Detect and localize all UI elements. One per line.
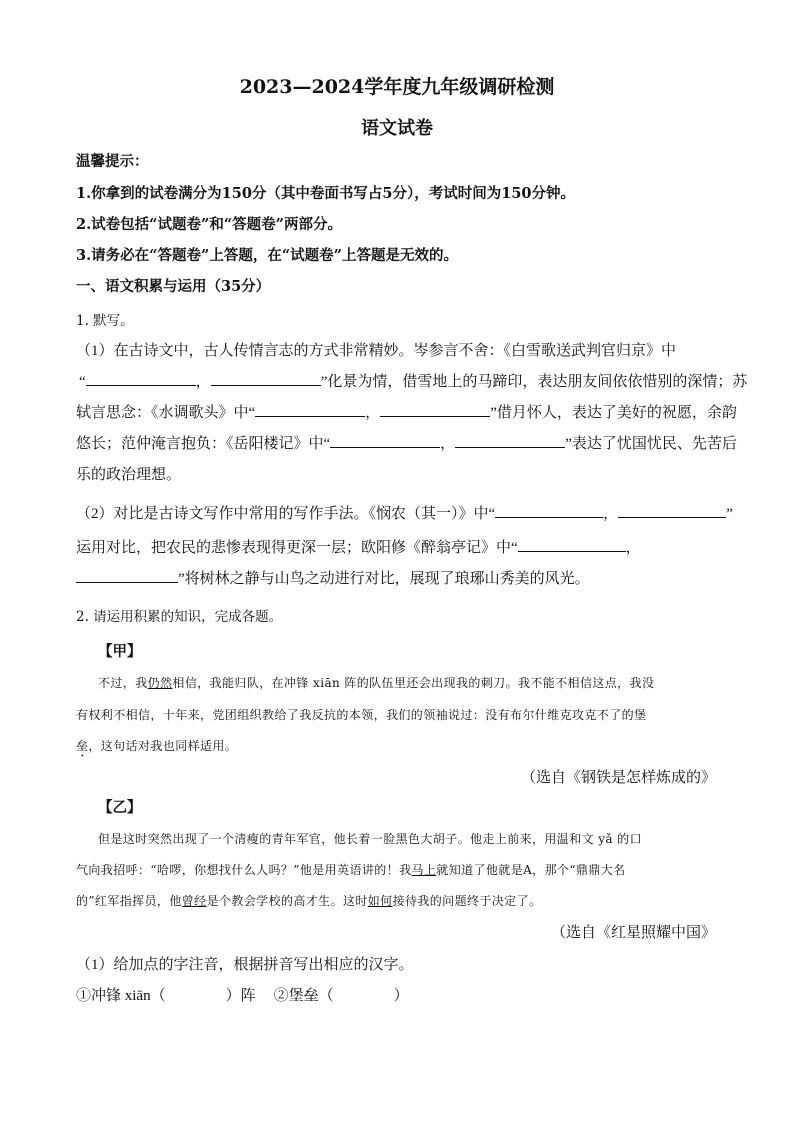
passage-jia-label: 【甲】 [98, 643, 142, 660]
question-2-stem: 2. 请运用积累的知识，完成各题。 [76, 609, 283, 625]
notice-item-3: 3.请务必在“答题卷”上答题，在“试题卷”上答题是无效的。 [76, 247, 458, 264]
q1-part1-line1: （1）在古诗文中，古人传情言志的方式非常精妙。岑参言不舍：《白雪歌送武判官归京》中 [76, 343, 677, 359]
q1-part1-line3: 轼言思念：《水调歌头》中“ ， ”借月怀人，表达了美好的祝愿，余韵 [76, 401, 737, 422]
q1-part1-line2: “ ， ”化景为情，借雪地上的马蹄印，表达朋友间依依惜别的深情；苏 [79, 370, 747, 391]
exam-title: 2023—2024学年度九年级调研检测 [239, 76, 555, 98]
q1-part1-line5: 乐的政治理想。 [76, 467, 182, 483]
passage-jia-line1: 不过，我仍然相信，我能归队，在冲锋 xiān 阵的队伍里还会出现我的刺刀。我不能不相信这点，我没 [98, 676, 655, 690]
q1-part2-line1: （2）对比是古诗文写作中常用的写作手法。《悯农（其一）》中“ ， ” [76, 502, 733, 523]
passage-yi-line2: 气向我招呼：“哈啰，你想找什么人吗？”他是用英语讲的！我马上就知道了他就是A，那个“鼎鼎大名 [76, 863, 626, 877]
notice-item-2: 2.试卷包括“试题卷”和“答题卷”两部分。 [76, 216, 342, 233]
answer-blank[interactable] [495, 503, 603, 518]
notice-heading: 温馨提示： [76, 153, 149, 170]
q2-sub1-answers: ①冲锋 xiān（ ）阵 ②堡垒（ ） [76, 988, 409, 1004]
q2-sub1-stem: （1）给加点的字注音，根据拼音写出相应的汉字。 [76, 957, 414, 973]
answer-blank[interactable] [455, 433, 565, 448]
passage-yi-line1: 但是这时突然出现了一个清瘦的青年军官，他长着一脸黑色大胡子。他走上前来，用温和文 yǎ 的口 [98, 832, 642, 846]
passage-jia-line2: 有权利不相信，十年来，党团组织教给了我反抗的本领，我们的领袖说过：没有布尔什维克攻克不了的堡 [76, 708, 647, 722]
notice-item-1: 1.你拿到的试卷满分为150分（其中卷面书写占5分），考试时间为150分钟。 [76, 185, 576, 202]
answer-blank[interactable] [211, 371, 321, 386]
section-heading: 一、语文积累与运用（35分） [76, 278, 271, 295]
answer-blank[interactable] [86, 371, 196, 386]
answer-blank[interactable] [618, 503, 726, 518]
answer-blank[interactable] [76, 568, 178, 583]
q1-part1-line4: 悠长；范仲淹言抱负：《岳阳楼记》中“ ， ”表达了忧国忧民、先苦后 [76, 432, 737, 453]
answer-blank[interactable] [255, 402, 365, 417]
q1-part2-line2: 运用对比，把农民的悲惨表现得更深一层；欧阳修《醉翁亭记》中“ ， [76, 536, 641, 557]
answer-blank[interactable] [330, 433, 440, 448]
answer-blank[interactable] [380, 402, 490, 417]
passage-jia-source: （选自《钢铁是怎样炼成的》 [520, 770, 716, 786]
passage-yi-label: 【乙】 [98, 799, 142, 816]
passage-yi-source: （选自《红星照耀中国》 [550, 925, 716, 941]
question-1-stem: 1. 默写。 [76, 313, 134, 329]
exam-subtitle: 语文试卷 [361, 118, 433, 139]
answer-blank[interactable] [518, 537, 626, 552]
passage-jia-line3: 垒，这句话对我也同样适用。 [76, 739, 238, 753]
q1-part2-line3: ”将树林之静与山鸟之动进行对比，展现了琅琊山秀美的风光。 [76, 567, 590, 588]
passage-yi-line3: 的”红军指挥员，他曾经是个教会学校的高才生。这时如何接待我的问题终于决定了。 [76, 894, 542, 908]
